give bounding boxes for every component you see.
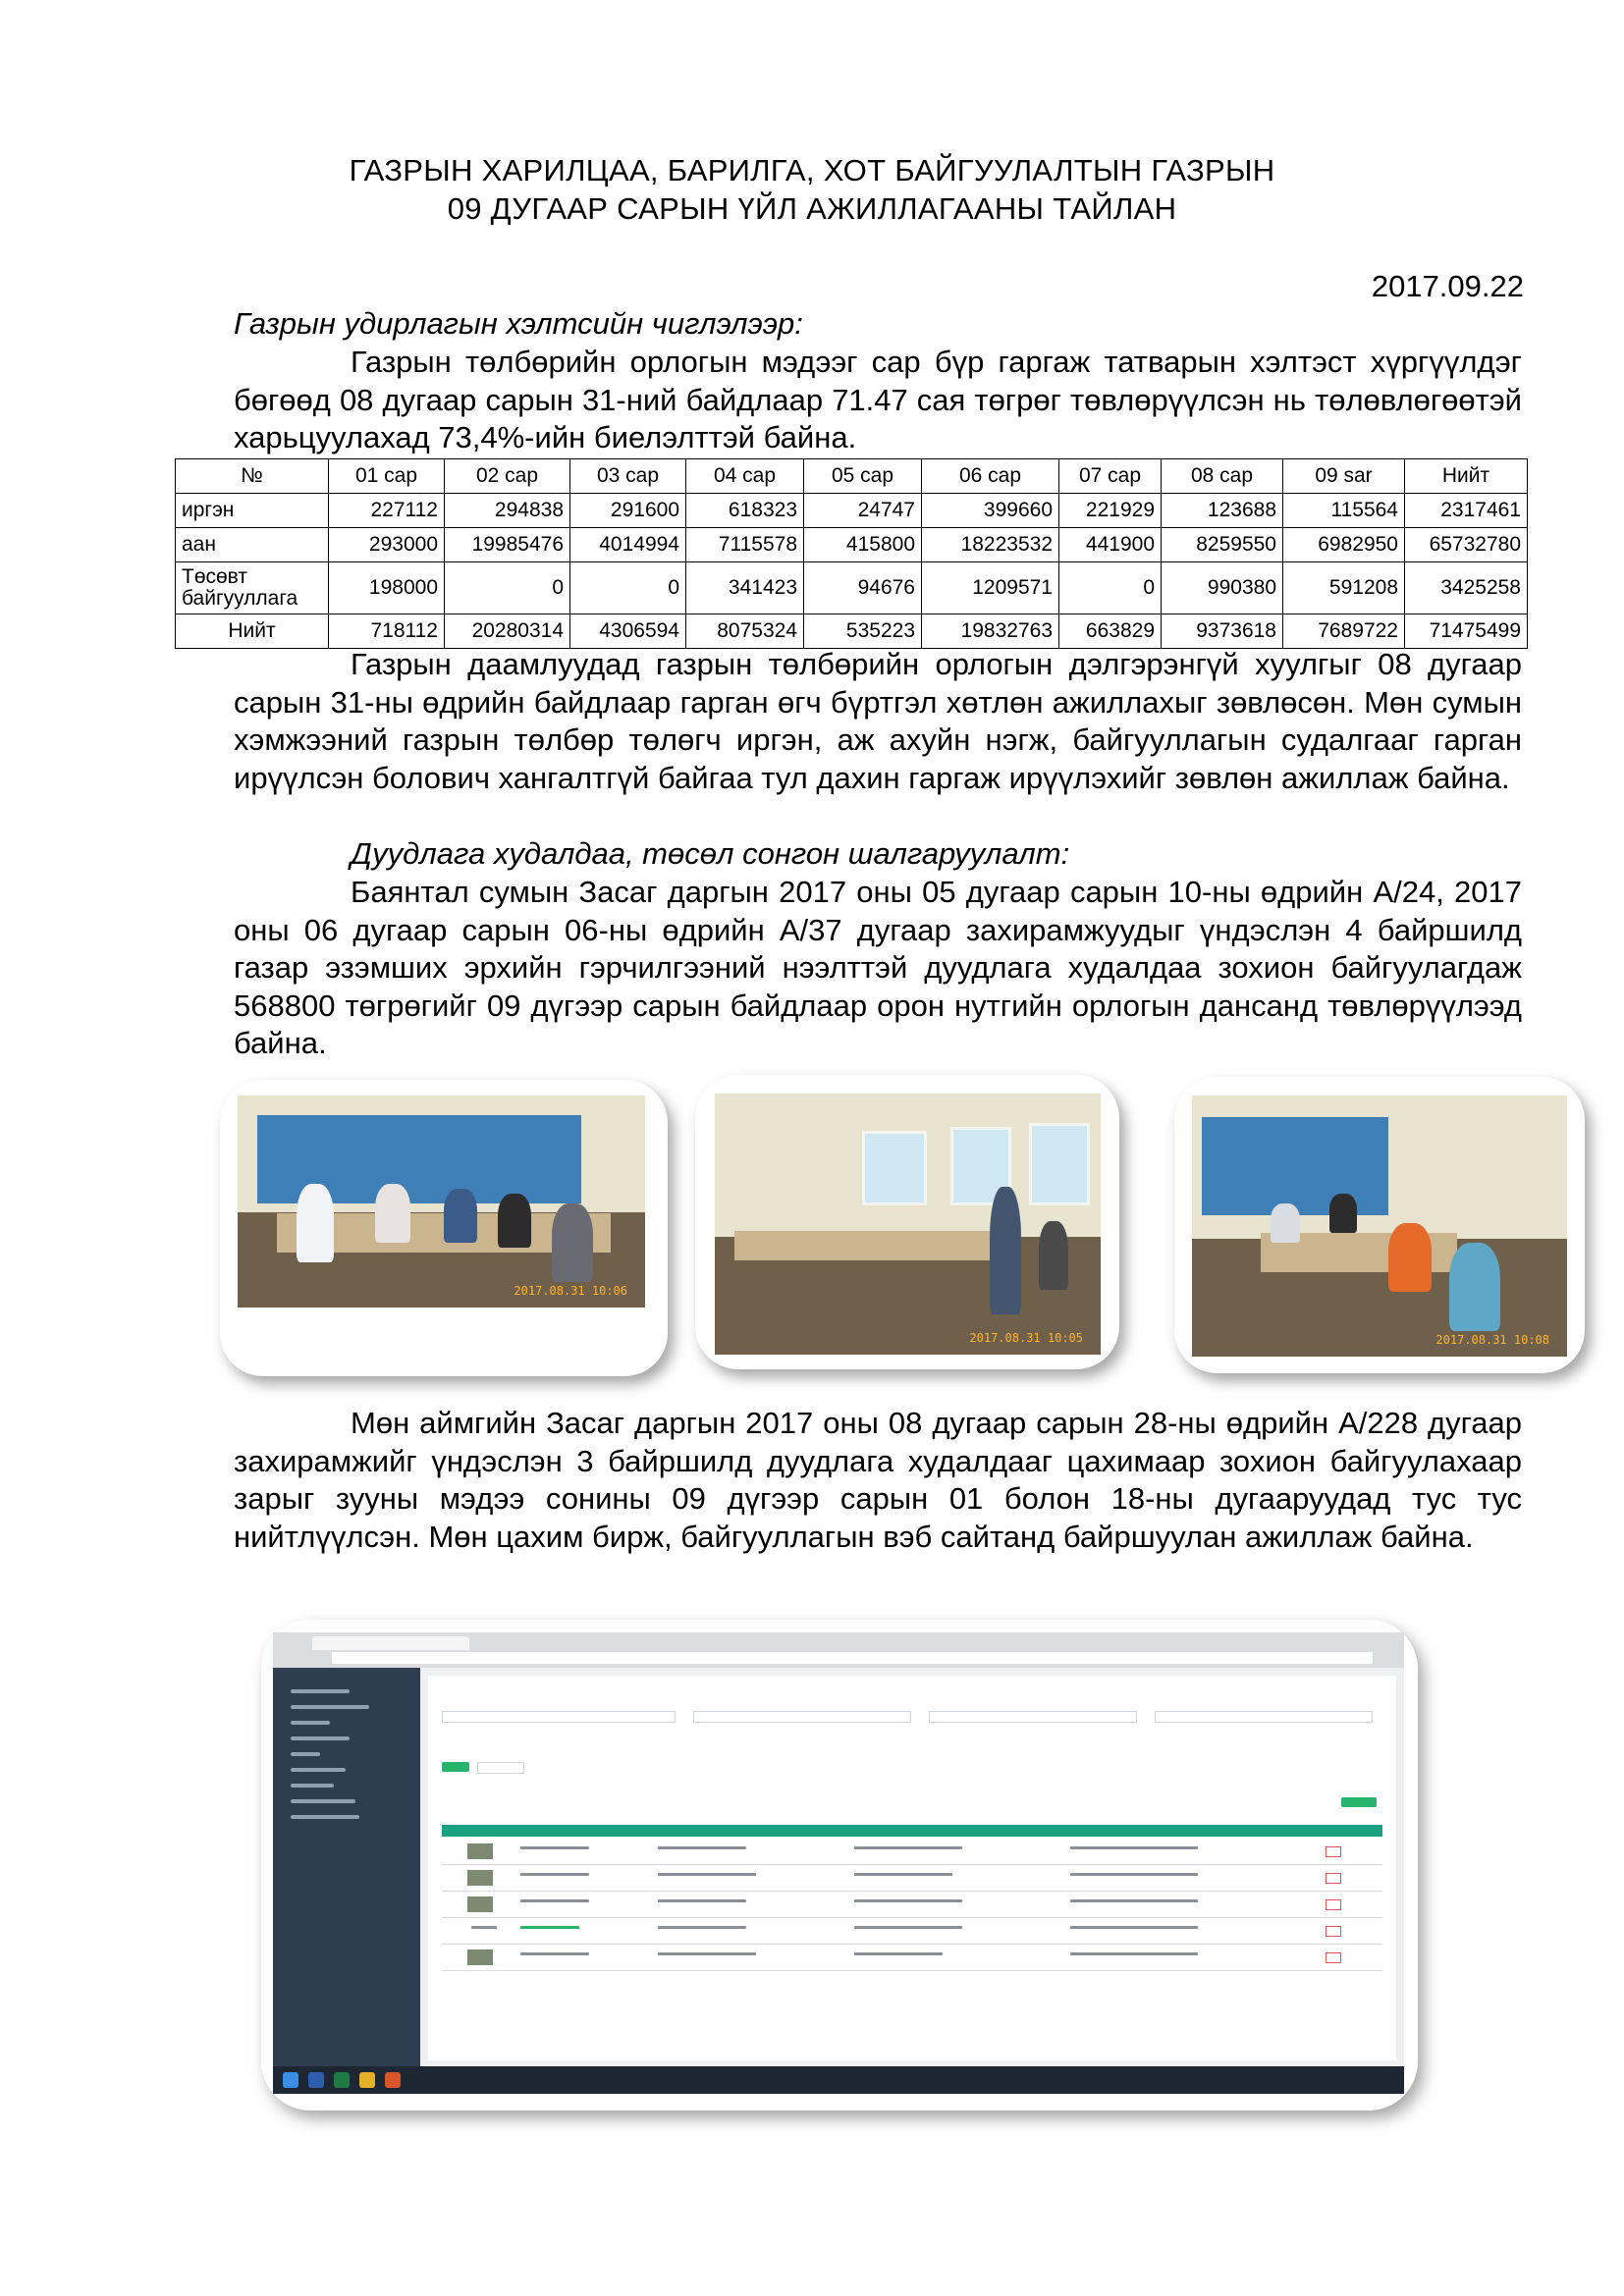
table-cell: 293000 [329, 528, 445, 562]
table-cell: 8075324 [686, 614, 804, 649]
paragraph-3: Баянтал сумын Засаг даргын 2017 оны 05 дугаар сарын 10-ны өдрийн А/24, 2017 оны 06 дугаар сарын 06-ны өдрийн А/37 дугаар захирамжуудыг үндэслэн 4 байршилд газар эзэмших эрхийн гэрчилгээний нээлттэй дуудлага худалдаа зохион байгуулагдаж 568800 төгрөгийг 09 дүгээр сарын байдлаар орон нутгийн орлогын дансанд төвлөрүүлээд байна. [234, 875, 1522, 1060]
meeting-photo-2 [715, 1094, 1101, 1355]
row-label: Нийт [176, 614, 329, 649]
table-cell: 341423 [686, 562, 804, 614]
report-title-line1: ГАЗРЫН ХАРИЛЦАА, БАРИЛГА, ХОТ БАЙГУУЛАЛТЫН ГАЗРЫН [349, 153, 1275, 187]
table-row [176, 494, 1528, 528]
header-cell: Нийт [1405, 459, 1528, 494]
row-label: аан [176, 528, 329, 562]
table-cell: 2317461 [1405, 494, 1528, 528]
table-cell: 1209571 [922, 562, 1059, 614]
browser-toolbar [273, 1632, 1404, 1668]
embedded-auction-screenshot [273, 1632, 1404, 2094]
header-cell: 05 сар [804, 459, 922, 494]
grid-row [442, 1918, 1382, 1945]
table-cell: 227112 [329, 494, 445, 528]
table-cell: 123688 [1162, 494, 1283, 528]
photo-timestamp: 2017.08.31 10:06 [514, 1284, 627, 1298]
admin-sidebar [273, 1668, 420, 2066]
table-cell: 6982950 [1283, 528, 1405, 562]
header-cell: 01 сар [329, 459, 445, 494]
table-cell: 94676 [804, 562, 922, 614]
table-cell: 4306594 [570, 614, 686, 649]
table-cell: 71475499 [1405, 614, 1528, 649]
header-cell: 07 сар [1059, 459, 1162, 494]
paragraph-2: Газрын даамлуудад газрын төлбөрийн орлогын дэлгэрэнгүй хуулгыг 08 дугаар сарын 31-ны өдрийн байдлаар гарган өгч бүртгэл хөтлөн ажиллахыг зөвлөсөн. Мөн сумын хэмжээний газрын төлбөр төлөгч иргэн, аж ахуйн нэгж, байгууллагын судалгааг гарган ирүүлсэн болович хангалтгүй байгаа тул дахин гаргаж ирүүлэхийг зөвлөн ажиллаж байна. [234, 647, 1522, 795]
table-cell: 591208 [1283, 562, 1405, 614]
header-cell: № [176, 459, 329, 494]
table-cell: 0 [445, 562, 570, 614]
header-cell: 09 sar [1283, 459, 1405, 494]
table-row [176, 528, 1528, 562]
table-cell: 291600 [570, 494, 686, 528]
photo-timestamp: 2017.08.31 10:05 [969, 1331, 1083, 1345]
header-cell: 03 сар [570, 459, 686, 494]
header-cell: 08 сар [1162, 459, 1283, 494]
grid-header [442, 1825, 1382, 1837]
table-cell: 399660 [922, 494, 1059, 528]
grid-row [442, 1892, 1382, 1918]
section1-paragraph: Газрын төлбөрийн орлогын мэдээг сар бүр гаргаж татварын хэлтэст хүргүүлдэг бөгөөд 08 дугаар сарын 31-ний байдлаар 71.47 сая төгрөг төвлөрүүлсэн нь төлөвлөгөөтэй харьцуулахад 73,4%-ийн биелэлттэй байна. [234, 345, 1522, 454]
table-cell: 415800 [804, 528, 922, 562]
table-cell: 19832763 [922, 614, 1059, 649]
table-header-row [176, 459, 1528, 494]
grid-row [442, 1839, 1382, 1865]
table-cell: 294838 [445, 494, 570, 528]
header-cell: 04 сар [686, 459, 804, 494]
table-cell: 718112 [329, 614, 445, 649]
table-cell: 24747 [804, 494, 922, 528]
paragraph-4: Мөн аймгийн Засаг даргын 2017 оны 08 дугаар сарын 28-ны өдрийн А/228 дугаар захирамжийг үндэслэн 3 байршилд дуудлага худалдааг цахимаар зохион байгуулахаар зарыг зууны мэдээ сонины 09 дүгээр сарын 01 болон 18-ны дугааруудад тус тус нийтлүүлсэн. Мөн цахим бирж, байгууллагын вэб сайтанд байршуулан ажиллаж байна. [234, 1406, 1522, 1554]
meeting-photo-1 [238, 1095, 645, 1308]
table-cell: 18223532 [922, 528, 1059, 562]
admin-main-pane [428, 1676, 1396, 2060]
table-cell: 20280314 [445, 614, 570, 649]
table-cell: 7115578 [686, 528, 804, 562]
table-cell: 535223 [804, 614, 922, 649]
row-label: иргэн [176, 494, 329, 528]
report-title-line2: 09 ДУГААР САРЫН ҮЙЛ АЖИЛЛАГААНЫ ТАЙЛАН [447, 191, 1177, 226]
table-cell: 663829 [1059, 614, 1162, 649]
section1-heading: Газрын удирлагын хэлтсийн чиглэлээр: [234, 306, 803, 341]
table-cell: 115564 [1283, 494, 1405, 528]
table-cell: 990380 [1162, 562, 1283, 614]
meeting-photo-3 [1192, 1095, 1567, 1357]
photo-timestamp: 2017.08.31 10:08 [1435, 1333, 1549, 1347]
grid-row [442, 1865, 1382, 1892]
table-cell: 19985476 [445, 528, 570, 562]
table-cell: 221929 [1059, 494, 1162, 528]
table-cell: 4014994 [570, 528, 686, 562]
section2-heading: Дуудлага худалдаа, төсөл сонгон шалгаруулалт: [351, 836, 1070, 871]
table-cell: 0 [1059, 562, 1162, 614]
revenue-table [175, 458, 1528, 649]
table-cell: 65732780 [1405, 528, 1528, 562]
header-cell: 02 сар [445, 459, 570, 494]
report-date: 2017.09.22 [1371, 269, 1524, 303]
table-row [176, 562, 1528, 614]
table-cell: 7689722 [1283, 614, 1405, 649]
grid-row [442, 1945, 1382, 1971]
table-cell: 3425258 [1405, 562, 1528, 614]
table-total-row [176, 614, 1528, 649]
table-cell: 198000 [329, 562, 445, 614]
table-cell: 618323 [686, 494, 804, 528]
table-cell: 8259550 [1162, 528, 1283, 562]
windows-taskbar [273, 2066, 1404, 2094]
table-cell: 0 [570, 562, 686, 614]
table-cell: 441900 [1059, 528, 1162, 562]
row-label: Төсөвт байгууллага [176, 562, 329, 614]
table-cell: 9373618 [1162, 614, 1283, 649]
header-cell: 06 сар [922, 459, 1059, 494]
